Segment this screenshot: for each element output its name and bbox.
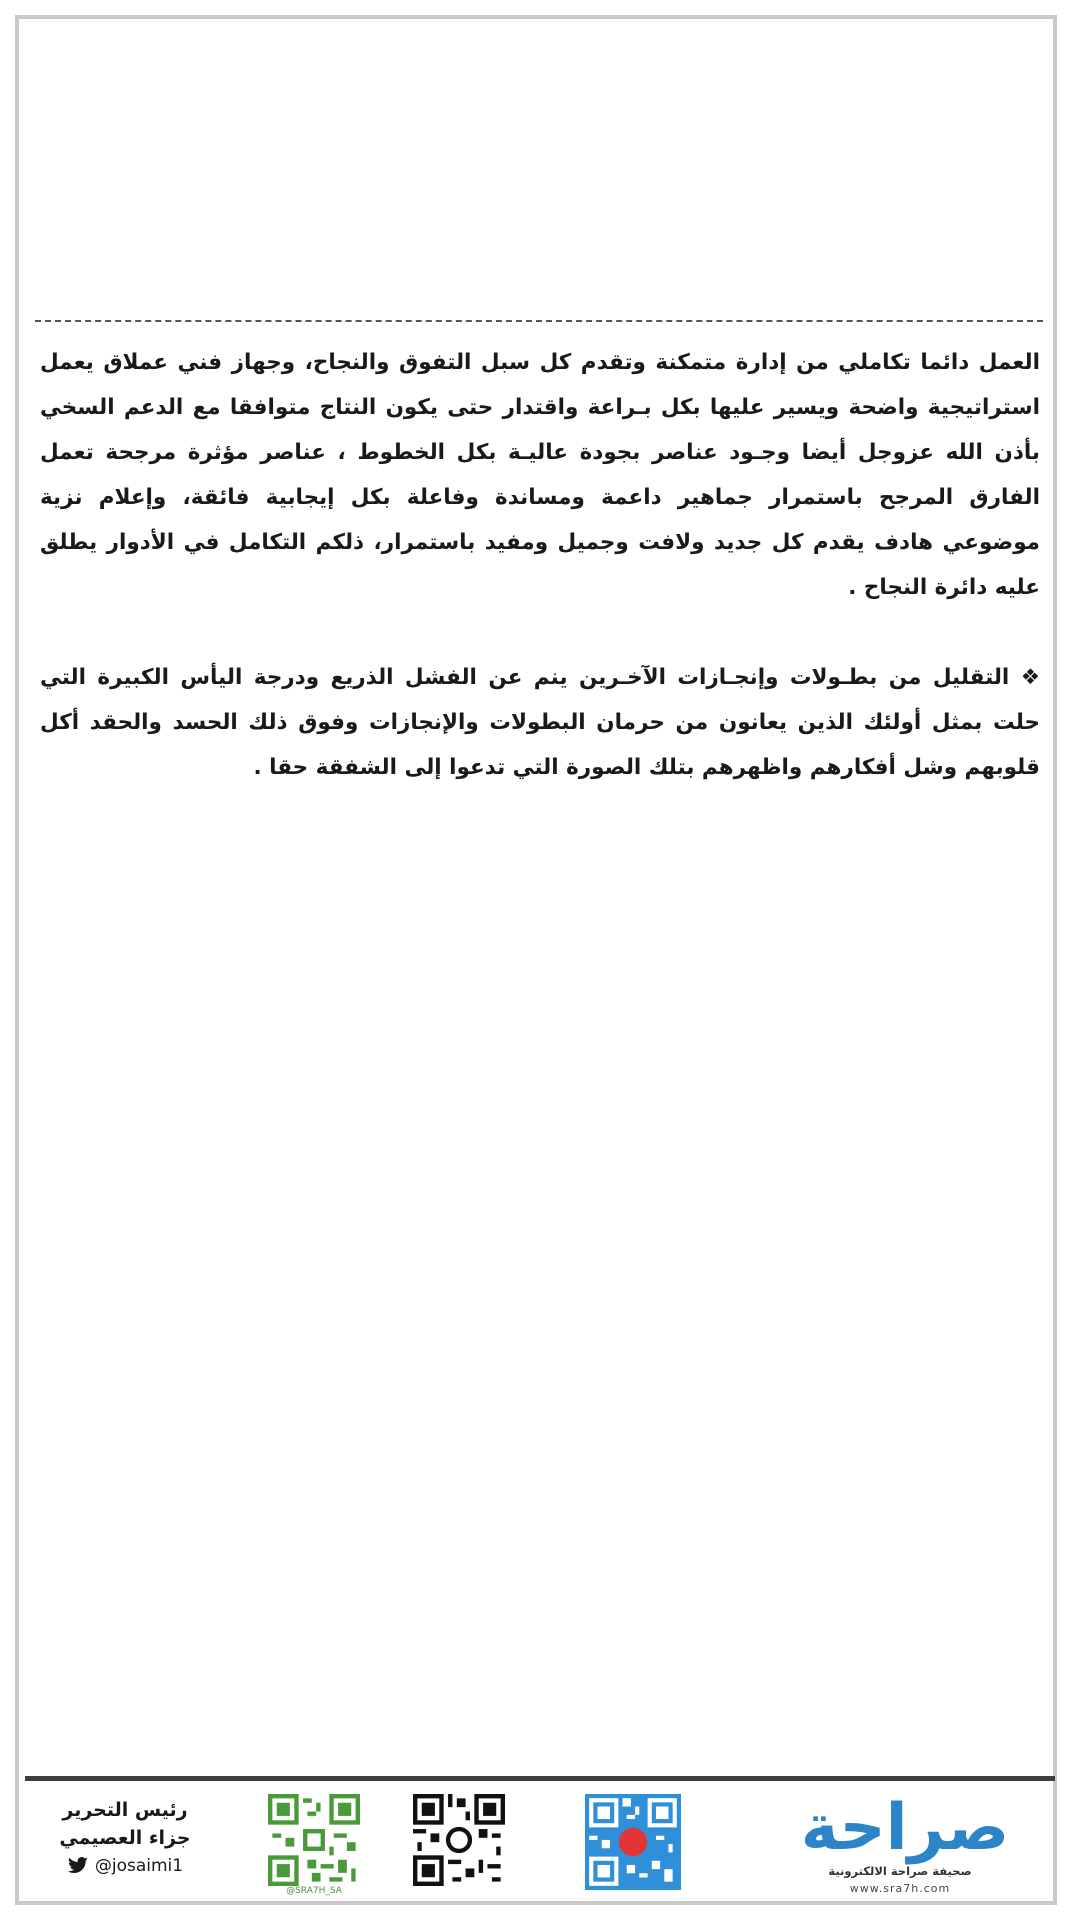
footer-divider <box>25 1776 1055 1781</box>
logo-subtitle: صحيفة صراحة الالكترونية <box>828 1864 972 1878</box>
qr-code-whatsapp[interactable] <box>413 1794 505 1886</box>
twitter-handle[interactable] <box>45 1852 205 1880</box>
article-body <box>40 340 1040 790</box>
editor-role: رئيس التحرير <box>62 1799 188 1821</box>
article-paragraph: العمل دائما تكاملي من إدارة متمكنة وتقدم كل سبل التفوق والنجاح، وجهاز فني عملاق يعمل استراتيجية واضحة ويسير عليها بكل بـراعة واقتدار حتى يكون النتاج متوافقا مع الدعم السخي بأذن الله عزوجل أيضا وجـود عناصر بجودة عاليـة بكل الخطوط ، عناصر مؤثرة مرجحة تعمل الفارق المرجح باستمرار جماهير داعمة ومساندة وفاعلة بكل إيجابية فائقة، وإعلام نزية موضوعي هادف يقدم كل جديد ولافت وجميل ومفيد باستمرار، ذلكم التكامل في الأدوار يطلق عليه دائرة النجاح . <box>40 350 1040 600</box>
twitter-icon <box>67 1857 89 1875</box>
logo-wordmark: صراحة <box>800 1791 1010 1865</box>
footer <box>25 1786 1055 1896</box>
qr-code-website[interactable] <box>585 1794 681 1890</box>
page-frame <box>15 15 1057 1905</box>
twitter-handle-text: @josaimi1 <box>94 1856 184 1876</box>
editor-name: جزاء العصيمي <box>59 1827 191 1849</box>
logo-url: www.sra7h.com <box>849 1882 951 1895</box>
dashed-separator <box>35 320 1043 322</box>
qr-caption: @SRA7H_SA <box>286 1886 342 1896</box>
editor-credit <box>45 1796 205 1880</box>
brand-logo <box>775 1791 1045 1896</box>
qr-code-snapchat[interactable] <box>268 1794 360 1886</box>
article-paragraph: ❖ التقليل من بطـولات وإنجـازات الآخـرين ينم عن الفشل الذريع ودرجة اليأس الكبيرة التي حلت بمثل أولئك الذين يعانون من حرمان البطولات والإنجازات وفوق ذلك الحسد والحقد أكل قلوبهم وشل أفكارهم واظهرهم بتلك الصورة التي تدعوا إلى الشفقة حقا . <box>40 665 1040 780</box>
